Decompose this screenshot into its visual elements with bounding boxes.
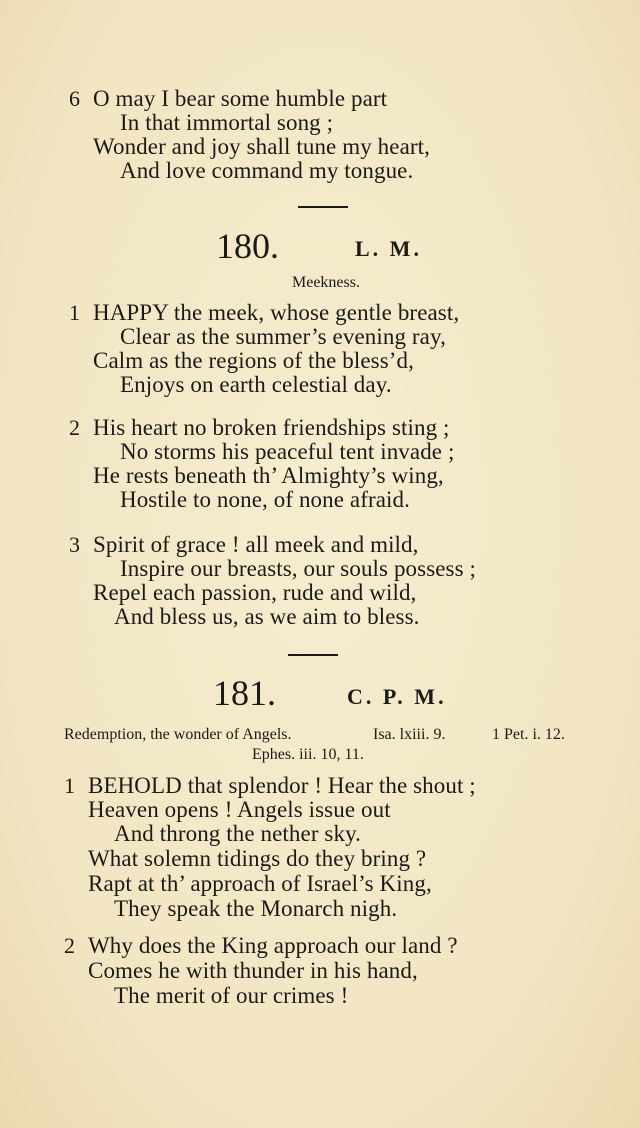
hymn-title: Redemption, the wonder of Angels. (64, 726, 292, 743)
verse-number: 6 (69, 86, 80, 111)
verse-line: Enjoys on earth celestial day. (120, 372, 392, 397)
hymn-number: 181. (213, 673, 276, 713)
verse-line: What solemn tidings do they bring ? (88, 846, 427, 871)
verse-line: Repel each passion, rude and wild, (93, 580, 417, 605)
verse-line: Wonder and joy shall tune my heart, (93, 134, 430, 159)
verse-line: And bless us, as we aim to bless. (114, 604, 420, 629)
verse-line: Heaven opens ! Angels issue out (88, 797, 391, 822)
verse-number: 1 (69, 300, 80, 325)
verse-line: In that immortal song ; (120, 110, 334, 135)
verse-line: Comes he with thunder in his hand, (88, 958, 418, 983)
hymn-title: Meekness. (292, 274, 360, 291)
verse-line: No storms his peaceful tent invade ; (120, 439, 455, 464)
scripture-reference: Ephes. iii. 10, 11. (252, 746, 364, 763)
verse-line: Inspire our breasts, our souls possess ; (120, 556, 476, 581)
verse-line: And love command my tongue. (120, 158, 414, 183)
scripture-reference: Isa. lxiii. 9. (373, 726, 446, 743)
hymn-meter: L. M. (355, 236, 422, 261)
verse-line: He rests beneath th’ Almighty’s wing, (93, 463, 444, 488)
verse-line: Spirit of grace ! all meek and mild, (93, 532, 419, 557)
verse-line: Hostile to none, of none afraid. (120, 487, 410, 512)
section-divider (288, 654, 338, 656)
verse-number: 1 (64, 773, 75, 798)
verse-number: 2 (69, 415, 80, 440)
verse-line: Calm as the regions of the bless’d, (93, 348, 414, 373)
section-divider (298, 206, 348, 208)
verse-line: BEHOLD that splendor ! Hear the shout ; (88, 773, 476, 798)
verse-line: And throng the nether sky. (114, 821, 362, 846)
verse-line: His heart no broken friendships sting ; (93, 415, 450, 440)
verse-line: Rapt at th’ approach of Israel’s King, (88, 871, 432, 896)
hymn-meter: C. P. M. (347, 684, 447, 709)
hymn-number: 180. (216, 226, 279, 266)
verse-line: O may I bear some humble part (93, 86, 388, 111)
scripture-reference: 1 Pet. i. 12. (492, 726, 565, 743)
verse-line: The merit of our crimes ! (114, 983, 349, 1008)
verse-number: 2 (64, 933, 75, 958)
verse-line: Clear as the summer’s evening ray, (120, 324, 446, 349)
verse-number: 3 (69, 532, 80, 557)
verse-line: Why does the King approach our land ? (88, 933, 458, 958)
verse-line: HAPPY the meek, whose gentle breast, (93, 300, 460, 325)
verse-line: They speak the Monarch nigh. (114, 896, 398, 921)
